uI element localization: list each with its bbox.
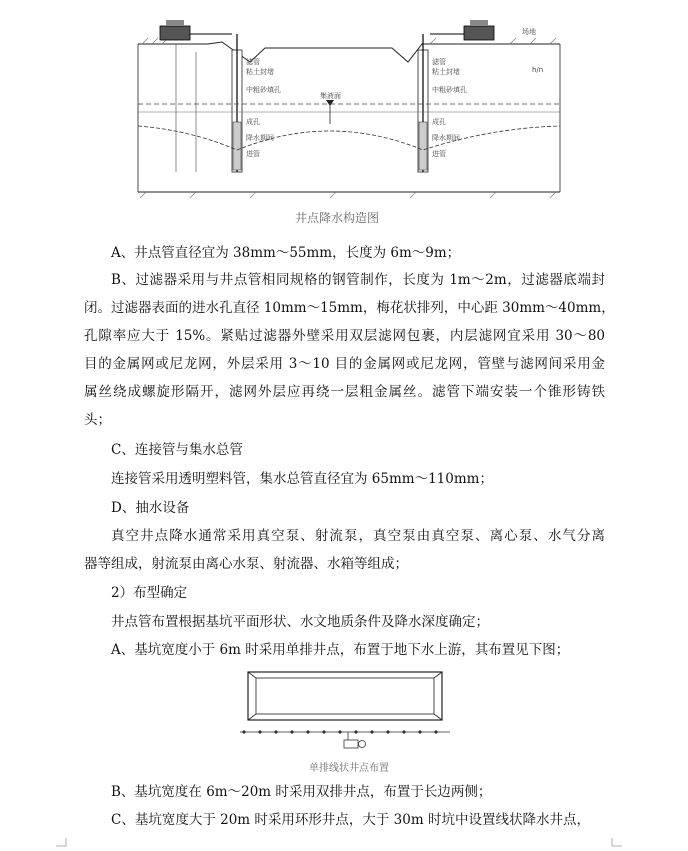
label-top-right: 场地 (522, 28, 536, 36)
figure1-caption: 井点降水构造图 (295, 211, 380, 225)
label-clay-seal-right: 粘土封堵 (432, 68, 460, 76)
para-b-line-5: 属丝绕成螺旋形隔开，滤网外层应再绕一层粗金属丝。滤管下端安装一个锥形铸铁 (84, 384, 605, 400)
label-well-pipe: 进管 (246, 150, 260, 158)
label-sand-fill: 中粗砂填孔 (246, 86, 281, 94)
heading-layout: 2）布型确定 (111, 585, 188, 601)
para-c: 连接管采用透明塑料管，集水总管直径宜为 65mm～110mm； (111, 471, 493, 487)
label-water-level-right: 降水期间 (432, 134, 460, 142)
heading-d: D、抽水设备 (111, 500, 190, 516)
center-label: 集液面 (320, 92, 341, 100)
label-filter-tube-right: 滤管 (432, 58, 446, 66)
para-layout-c: C、基坑宽度大于 20m 时采用环形井点，大于 30m 时坑中设置线状降水井点， (111, 812, 590, 828)
label-clay-seal: 粘土封堵 (246, 68, 274, 76)
label-well-pipe-right: 进管 (432, 150, 446, 158)
figure2-caption: 单排线状井点布置 (309, 763, 389, 774)
para-d-line-1: 真空井点降水通常采用真空泵、射流泵，真空泵由真空泵、离心泵、水气分离 (111, 528, 605, 544)
para-layout: 井点管布置根据基坑平面形状、水文地质条件及降水深度确定； (111, 614, 489, 630)
para-a: A、井点管直径宜为 38mm～55mm，长度为 6m～9m； (111, 245, 461, 261)
label-sand-fill-right: 中粗砂填孔 (432, 86, 467, 94)
label-filter-tube: 滤管 (246, 58, 260, 66)
heading-c: C、连接管与集水总管 (111, 442, 243, 458)
para-b-line-2: 闭。过滤器表面的进水孔直径 10mm～15mm，梅花状排列，中心距 30mm～40mm， (84, 300, 615, 316)
label-side-right: h/n (532, 66, 544, 74)
label-bore-right: 成孔 (432, 118, 446, 126)
para-b-line-1: B、过滤器采用与井点管相同规格的钢管制作，长度为 1m～2m，过滤器底端封 (111, 272, 605, 288)
para-b-line-3: 孔隙率应大于 15%。紧贴过滤器外壁采用双层滤网包裹，内层滤网宜采用 30～80 (84, 328, 605, 344)
para-layout-b: B、基坑宽度在 6m～20m 时采用双排井点，布置于长边两侧； (111, 784, 492, 800)
para-layout-a: A、基坑宽度小于 6m 时采用单排井点，布置于地下水上游，其布置见下图； (111, 642, 570, 658)
label-water-level: 降水期间 (246, 134, 274, 142)
para-d-line-2: 器等组成，射流泵由离心水泵、射流器、水箱等组成； (84, 556, 408, 572)
para-b-line-6: 头； (84, 412, 111, 428)
para-b-line-4: 目的金属网或尼龙网，外层采用 3～10 目的金属网或尼龙网，管壁与滤网间采用金 (84, 356, 605, 372)
label-bore: 成孔 (246, 118, 260, 126)
